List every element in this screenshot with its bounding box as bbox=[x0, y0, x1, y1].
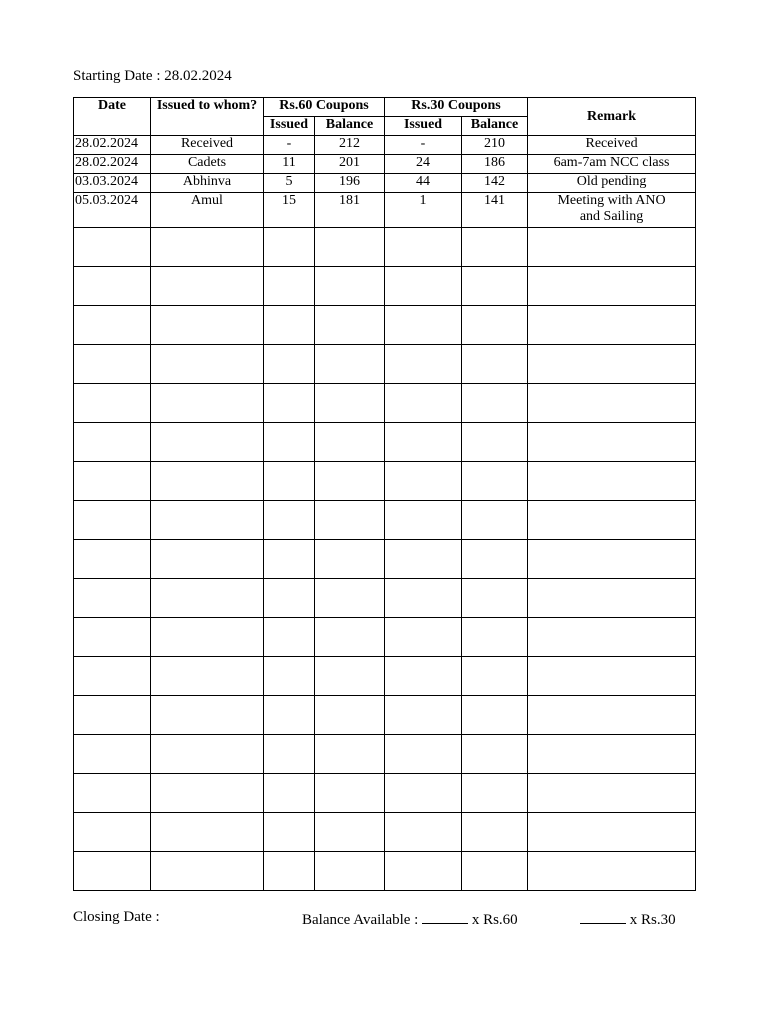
blank-cell[interactable] bbox=[151, 735, 264, 774]
blank-cell[interactable] bbox=[462, 345, 528, 384]
blank-cell[interactable] bbox=[462, 852, 528, 891]
blank-cell[interactable] bbox=[385, 384, 462, 423]
blank-cell[interactable] bbox=[264, 423, 315, 462]
cell-rs60-balance: 181 bbox=[315, 193, 385, 228]
blank-cell[interactable] bbox=[315, 423, 385, 462]
cell-rs30-issued: - bbox=[385, 136, 462, 155]
blank-cell[interactable] bbox=[151, 813, 264, 852]
blank-cell[interactable] bbox=[385, 228, 462, 267]
blank-cell[interactable] bbox=[385, 345, 462, 384]
blank-cell[interactable] bbox=[528, 852, 696, 891]
blank-cell[interactable] bbox=[462, 618, 528, 657]
blank-cell[interactable] bbox=[315, 384, 385, 423]
blank-cell[interactable] bbox=[528, 774, 696, 813]
header-date: Date bbox=[74, 98, 151, 136]
cell-rs60-balance: 212 bbox=[315, 136, 385, 155]
cell-rs30-balance: 210 bbox=[462, 136, 528, 155]
cell-rs30-balance: 142 bbox=[462, 174, 528, 193]
blank-cell[interactable] bbox=[385, 540, 462, 579]
blank-cell[interactable] bbox=[528, 813, 696, 852]
blank-cell[interactable] bbox=[385, 696, 462, 735]
blank-cell[interactable] bbox=[151, 852, 264, 891]
blank-cell[interactable] bbox=[264, 306, 315, 345]
blank-cell[interactable] bbox=[385, 774, 462, 813]
blank-cell[interactable] bbox=[385, 735, 462, 774]
blank-cell[interactable] bbox=[528, 618, 696, 657]
blank-cell[interactable] bbox=[315, 657, 385, 696]
blank-cell[interactable] bbox=[462, 579, 528, 618]
header-issued-to: Issued to whom? bbox=[151, 98, 264, 136]
table-row bbox=[74, 193, 696, 228]
blank-cell[interactable] bbox=[385, 813, 462, 852]
cell-rs60-balance: 201 bbox=[315, 155, 385, 174]
cell-remark: Old pending bbox=[528, 174, 696, 193]
blank-row bbox=[74, 813, 696, 852]
blank-cell[interactable] bbox=[74, 306, 151, 345]
x-rs60-label: x Rs.60 bbox=[471, 912, 518, 928]
blank-row bbox=[74, 657, 696, 696]
blank-row bbox=[74, 501, 696, 540]
table-row bbox=[74, 155, 696, 174]
blank-cell[interactable] bbox=[385, 267, 462, 306]
blank-cell[interactable] bbox=[462, 657, 528, 696]
cell-remark bbox=[528, 193, 696, 228]
cell-date: 28.02.2024 bbox=[74, 136, 151, 155]
blank-cell[interactable] bbox=[151, 501, 264, 540]
blank-cell[interactable] bbox=[315, 462, 385, 501]
blank-cell[interactable] bbox=[315, 696, 385, 735]
cell-date: 05.03.2024 bbox=[74, 193, 151, 228]
blank-cell[interactable] bbox=[74, 852, 151, 891]
blank-cell[interactable] bbox=[151, 267, 264, 306]
rs60-count-blank[interactable] bbox=[422, 909, 468, 924]
blank-cell[interactable] bbox=[74, 501, 151, 540]
header-rs30-issued: Issued bbox=[385, 117, 462, 136]
blank-row bbox=[74, 540, 696, 579]
starting-date: Starting Date : 28.02.2024 bbox=[73, 68, 232, 84]
blank-cell[interactable] bbox=[151, 696, 264, 735]
blank-cell[interactable] bbox=[264, 345, 315, 384]
blank-cell[interactable] bbox=[462, 228, 528, 267]
blank-cell[interactable] bbox=[315, 540, 385, 579]
blank-row bbox=[74, 228, 696, 267]
cell-date: 28.02.2024 bbox=[74, 155, 151, 174]
blank-row bbox=[74, 579, 696, 618]
blank-cell[interactable] bbox=[151, 345, 264, 384]
cell-rs60-issued: 5 bbox=[264, 174, 315, 193]
blank-row bbox=[74, 618, 696, 657]
blank-cell[interactable] bbox=[74, 540, 151, 579]
blank-cell[interactable] bbox=[151, 657, 264, 696]
blank-cell[interactable] bbox=[151, 618, 264, 657]
blank-cell[interactable] bbox=[74, 462, 151, 501]
blank-cell[interactable] bbox=[385, 306, 462, 345]
blank-row bbox=[74, 384, 696, 423]
blank-cell[interactable] bbox=[462, 813, 528, 852]
blank-cell[interactable] bbox=[264, 228, 315, 267]
blank-row bbox=[74, 306, 696, 345]
blank-cell[interactable] bbox=[528, 735, 696, 774]
blank-cell[interactable] bbox=[264, 774, 315, 813]
blank-cell[interactable] bbox=[315, 852, 385, 891]
blank-cell[interactable] bbox=[151, 540, 264, 579]
blank-cell[interactable] bbox=[151, 384, 264, 423]
blank-cell[interactable] bbox=[462, 384, 528, 423]
header-rs30-coupons: Rs.30 Coupons bbox=[385, 98, 528, 117]
blank-cell[interactable] bbox=[74, 774, 151, 813]
header-rs30-balance: Balance bbox=[462, 117, 528, 136]
rs30-count-blank[interactable] bbox=[580, 909, 626, 924]
blank-row bbox=[74, 735, 696, 774]
blank-cell[interactable] bbox=[74, 657, 151, 696]
blank-row bbox=[74, 423, 696, 462]
blank-cell[interactable] bbox=[528, 579, 696, 618]
blank-cell[interactable] bbox=[315, 228, 385, 267]
blank-cell[interactable] bbox=[315, 813, 385, 852]
blank-cell[interactable] bbox=[528, 228, 696, 267]
x-rs30-label: x Rs.30 bbox=[629, 912, 676, 928]
blank-cell[interactable] bbox=[528, 696, 696, 735]
cell-issued-to: Abhinva bbox=[151, 174, 264, 193]
cell-remark: Received bbox=[528, 136, 696, 155]
blank-cell[interactable] bbox=[462, 267, 528, 306]
blank-cell[interactable] bbox=[385, 501, 462, 540]
cell-rs60-issued: 11 bbox=[264, 155, 315, 174]
cell-rs30-balance: 186 bbox=[462, 155, 528, 174]
blank-cell[interactable] bbox=[264, 267, 315, 306]
blank-cell[interactable] bbox=[151, 228, 264, 267]
blank-cell[interactable] bbox=[264, 657, 315, 696]
blank-cell[interactable] bbox=[528, 501, 696, 540]
blank-cell[interactable] bbox=[528, 267, 696, 306]
balance-available-label: Balance Available : bbox=[302, 912, 419, 928]
cell-rs60-issued: - bbox=[264, 136, 315, 155]
blank-cell[interactable] bbox=[74, 423, 151, 462]
cell-remark-line2: and Sailing bbox=[579, 209, 644, 224]
blank-cell[interactable] bbox=[315, 267, 385, 306]
cell-rs30-issued: 1 bbox=[385, 193, 462, 228]
blank-row bbox=[74, 462, 696, 501]
blank-cell[interactable] bbox=[74, 696, 151, 735]
blank-cell[interactable] bbox=[528, 462, 696, 501]
blank-cell[interactable] bbox=[315, 345, 385, 384]
table-row bbox=[74, 174, 696, 193]
blank-cell[interactable] bbox=[264, 618, 315, 657]
blank-cell[interactable] bbox=[264, 579, 315, 618]
blank-cell[interactable] bbox=[462, 501, 528, 540]
blank-cell[interactable] bbox=[264, 813, 315, 852]
cell-remark: 6am-7am NCC class bbox=[528, 155, 696, 174]
blank-cell[interactable] bbox=[315, 501, 385, 540]
blank-cell[interactable] bbox=[385, 462, 462, 501]
blank-cell[interactable] bbox=[264, 501, 315, 540]
header-rs60-issued: Issued bbox=[264, 117, 315, 136]
blank-cell[interactable] bbox=[74, 618, 151, 657]
blank-cell[interactable] bbox=[264, 852, 315, 891]
blank-cell[interactable] bbox=[528, 345, 696, 384]
cell-remark-line1: Meeting with ANO bbox=[557, 193, 666, 208]
blank-cell[interactable] bbox=[315, 306, 385, 345]
blank-row bbox=[74, 696, 696, 735]
cell-rs30-issued: 44 bbox=[385, 174, 462, 193]
blank-cell[interactable] bbox=[264, 384, 315, 423]
coupon-register-table bbox=[73, 97, 696, 891]
blank-cell[interactable] bbox=[151, 306, 264, 345]
cell-issued-to: Amul bbox=[151, 193, 264, 228]
blank-cell[interactable] bbox=[385, 657, 462, 696]
table-row bbox=[74, 136, 696, 155]
blank-cell[interactable] bbox=[264, 735, 315, 774]
blank-cell[interactable] bbox=[74, 579, 151, 618]
blank-cell[interactable] bbox=[315, 735, 385, 774]
blank-cell[interactable] bbox=[462, 696, 528, 735]
cell-rs30-issued: 24 bbox=[385, 155, 462, 174]
blank-cell[interactable] bbox=[74, 267, 151, 306]
blank-cell[interactable] bbox=[385, 423, 462, 462]
blank-cell[interactable] bbox=[385, 618, 462, 657]
blank-cell[interactable] bbox=[74, 735, 151, 774]
blank-cell[interactable] bbox=[151, 462, 264, 501]
blank-cell[interactable] bbox=[462, 306, 528, 345]
blank-row bbox=[74, 774, 696, 813]
blank-cell[interactable] bbox=[151, 423, 264, 462]
blank-cell[interactable] bbox=[151, 774, 264, 813]
blank-cell[interactable] bbox=[462, 462, 528, 501]
blank-cell[interactable] bbox=[315, 618, 385, 657]
blank-cell[interactable] bbox=[74, 384, 151, 423]
blank-cell[interactable] bbox=[528, 384, 696, 423]
header-rs60-coupons: Rs.60 Coupons bbox=[264, 98, 385, 117]
cell-rs30-balance: 141 bbox=[462, 193, 528, 228]
blank-cell[interactable] bbox=[264, 696, 315, 735]
cell-rs60-issued: 15 bbox=[264, 193, 315, 228]
blank-cell[interactable] bbox=[385, 579, 462, 618]
cell-rs60-balance: 196 bbox=[315, 174, 385, 193]
blank-cell[interactable] bbox=[528, 540, 696, 579]
blank-row bbox=[74, 267, 696, 306]
blank-cell[interactable] bbox=[315, 579, 385, 618]
blank-cell[interactable] bbox=[151, 579, 264, 618]
cell-date: 03.03.2024 bbox=[74, 174, 151, 193]
blank-cell[interactable] bbox=[315, 774, 385, 813]
blank-cell[interactable] bbox=[264, 462, 315, 501]
blank-row bbox=[74, 345, 696, 384]
blank-cell[interactable] bbox=[264, 540, 315, 579]
header-remark: Remark bbox=[528, 98, 696, 136]
rs30-balance bbox=[580, 909, 676, 929]
blank-cell[interactable] bbox=[462, 540, 528, 579]
blank-cell[interactable] bbox=[74, 813, 151, 852]
blank-cell[interactable] bbox=[462, 735, 528, 774]
cell-issued-to: Cadets bbox=[151, 155, 264, 174]
blank-cell[interactable] bbox=[385, 852, 462, 891]
blank-cell[interactable] bbox=[462, 774, 528, 813]
blank-cell[interactable] bbox=[462, 423, 528, 462]
blank-cell[interactable] bbox=[528, 657, 696, 696]
blank-cell[interactable] bbox=[74, 228, 151, 267]
blank-cell[interactable] bbox=[528, 306, 696, 345]
closing-date-label: Closing Date : bbox=[73, 909, 160, 925]
balance-available bbox=[302, 909, 518, 929]
blank-row bbox=[74, 852, 696, 891]
cell-issued-to: Received bbox=[151, 136, 264, 155]
blank-cell[interactable] bbox=[528, 423, 696, 462]
header-rs60-balance: Balance bbox=[315, 117, 385, 136]
blank-cell[interactable] bbox=[74, 345, 151, 384]
